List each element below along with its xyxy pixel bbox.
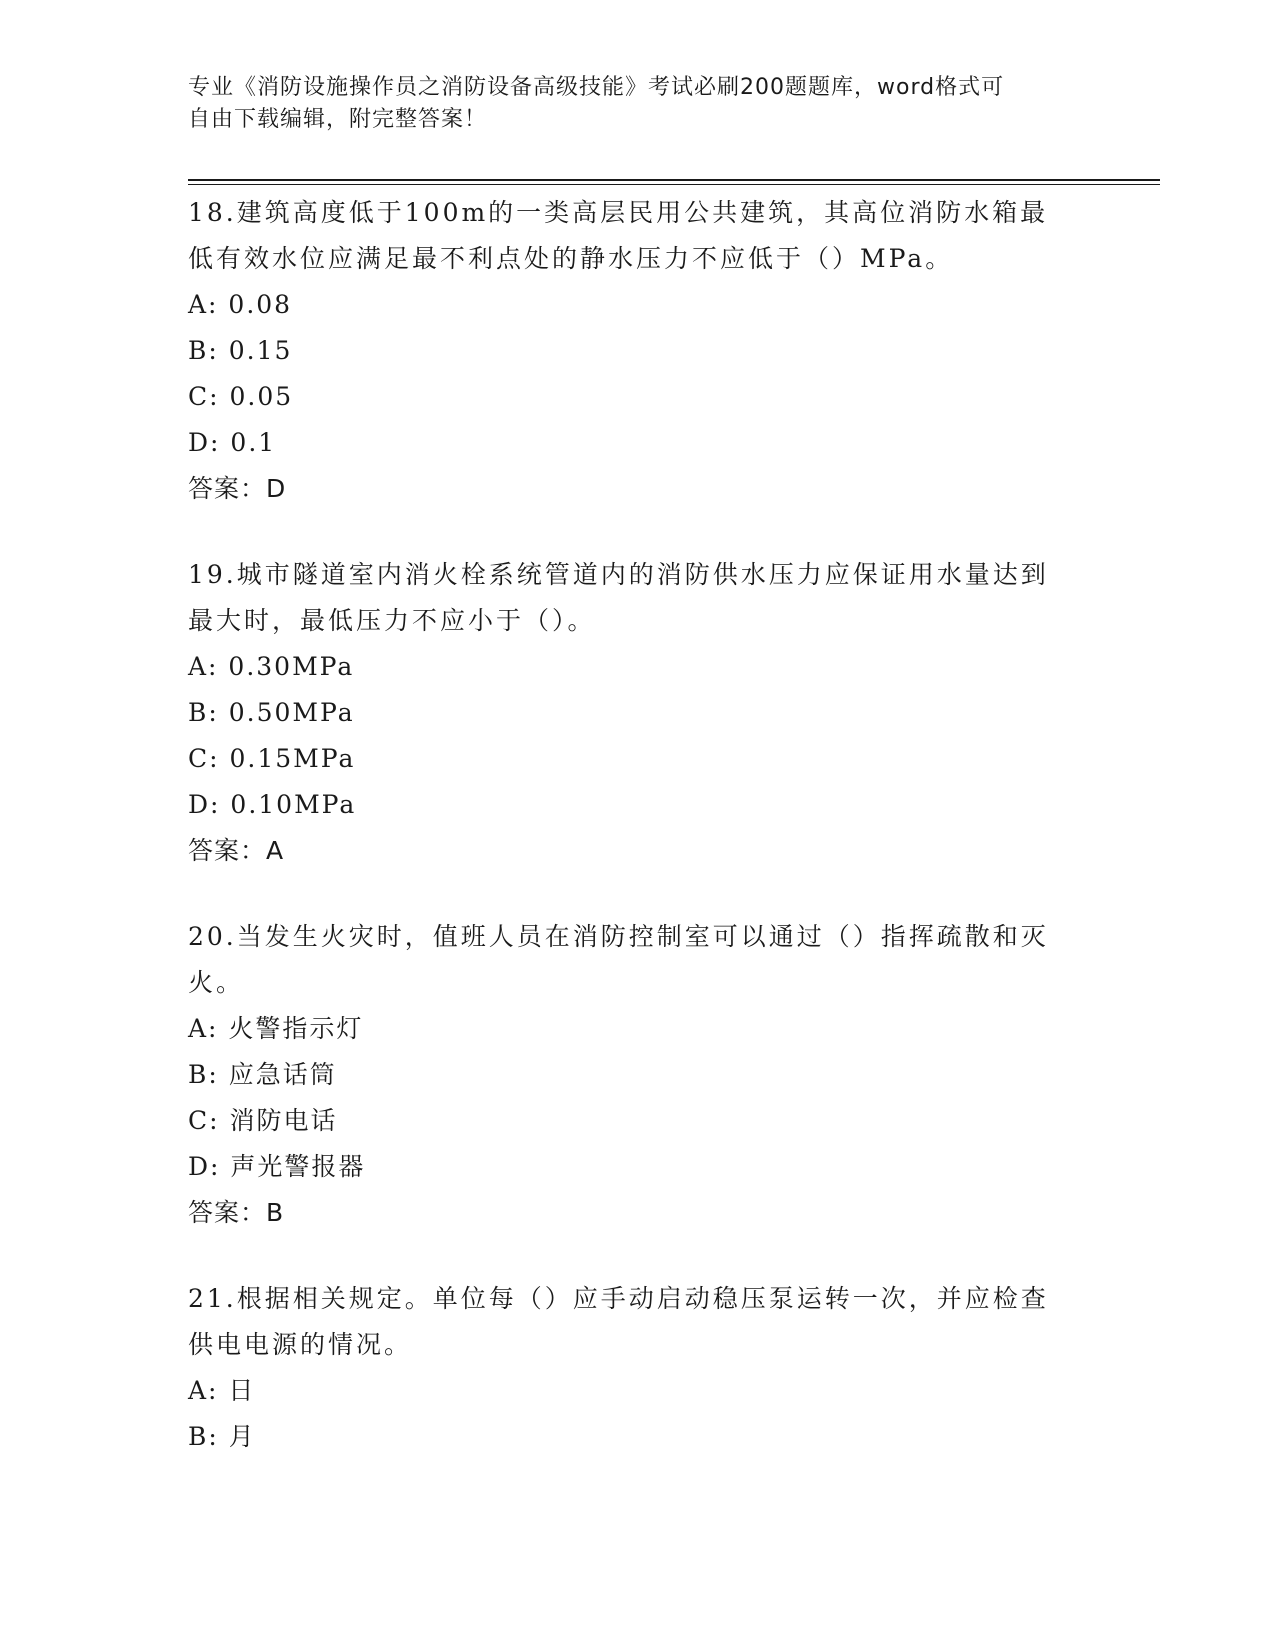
option-c: C: 0.15MPa bbox=[188, 744, 356, 773]
document-header bbox=[188, 72, 1088, 136]
option-b: B: 月 bbox=[188, 1422, 256, 1451]
header-line-2: 自由下载编辑，附完整答案！ bbox=[188, 107, 488, 132]
question-21 bbox=[188, 1276, 1088, 1460]
answer-line: 答案：A bbox=[188, 836, 285, 865]
question-stem bbox=[188, 552, 1088, 644]
question-19 bbox=[188, 552, 1088, 874]
stem-line-1: 21.根据相关规定。单位每（）应手动启动稳压泵运转一次，并应检查 bbox=[188, 1284, 1049, 1313]
option-c: C: 消防电话 bbox=[188, 1106, 338, 1135]
stem-line-2: 供电电源的情况。 bbox=[188, 1330, 413, 1359]
option-d: D: 0.1 bbox=[188, 428, 277, 457]
stem-line-2: 低有效水位应满足最不利点处的静水压力不应低于（）MPa。 bbox=[188, 244, 954, 273]
question-20 bbox=[188, 914, 1088, 1236]
option-c: C: 0.05 bbox=[188, 382, 294, 411]
option-d: D: 声光警报器 bbox=[188, 1152, 366, 1181]
question-list bbox=[188, 190, 1088, 1460]
question-stem bbox=[188, 914, 1088, 1006]
option-d: D: 0.10MPa bbox=[188, 790, 357, 819]
question-18 bbox=[188, 190, 1088, 512]
stem-line-2: 火。 bbox=[188, 968, 245, 997]
stem-line-1: 20.当发生火灾时，值班人员在消防控制室可以通过（）指挥疏散和灭 bbox=[188, 922, 1049, 951]
stem-line-2: 最大时，最低压力不应小于（）。 bbox=[188, 606, 596, 635]
option-a: A: 0.30MPa bbox=[188, 652, 355, 681]
answer-line: 答案：D bbox=[188, 474, 287, 503]
stem-line-1: 18.建筑高度低于100m的一类高层民用公共建筑，其高位消防水箱最 bbox=[188, 198, 1049, 227]
question-stem bbox=[188, 1276, 1088, 1368]
header-divider-thin bbox=[188, 184, 1160, 185]
option-a: A: 日 bbox=[188, 1376, 256, 1405]
header-line-1: 专业《消防设施操作员之消防设备高级技能》考试必刷200题题库，word格式可 bbox=[188, 75, 1005, 100]
option-a: A: 0.08 bbox=[188, 290, 293, 319]
option-a: A: 火警指示灯 bbox=[188, 1014, 364, 1043]
option-b: B: 0.50MPa bbox=[188, 698, 355, 727]
question-stem bbox=[188, 190, 1088, 282]
option-b: B: 应急话筒 bbox=[188, 1060, 337, 1089]
header-divider-thick bbox=[188, 179, 1160, 181]
answer-line: 答案：B bbox=[188, 1198, 285, 1227]
stem-line-1: 19.城市隧道室内消火栓系统管道内的消防供水压力应保证用水量达到 bbox=[188, 560, 1049, 589]
option-b: B: 0.15 bbox=[188, 336, 293, 365]
